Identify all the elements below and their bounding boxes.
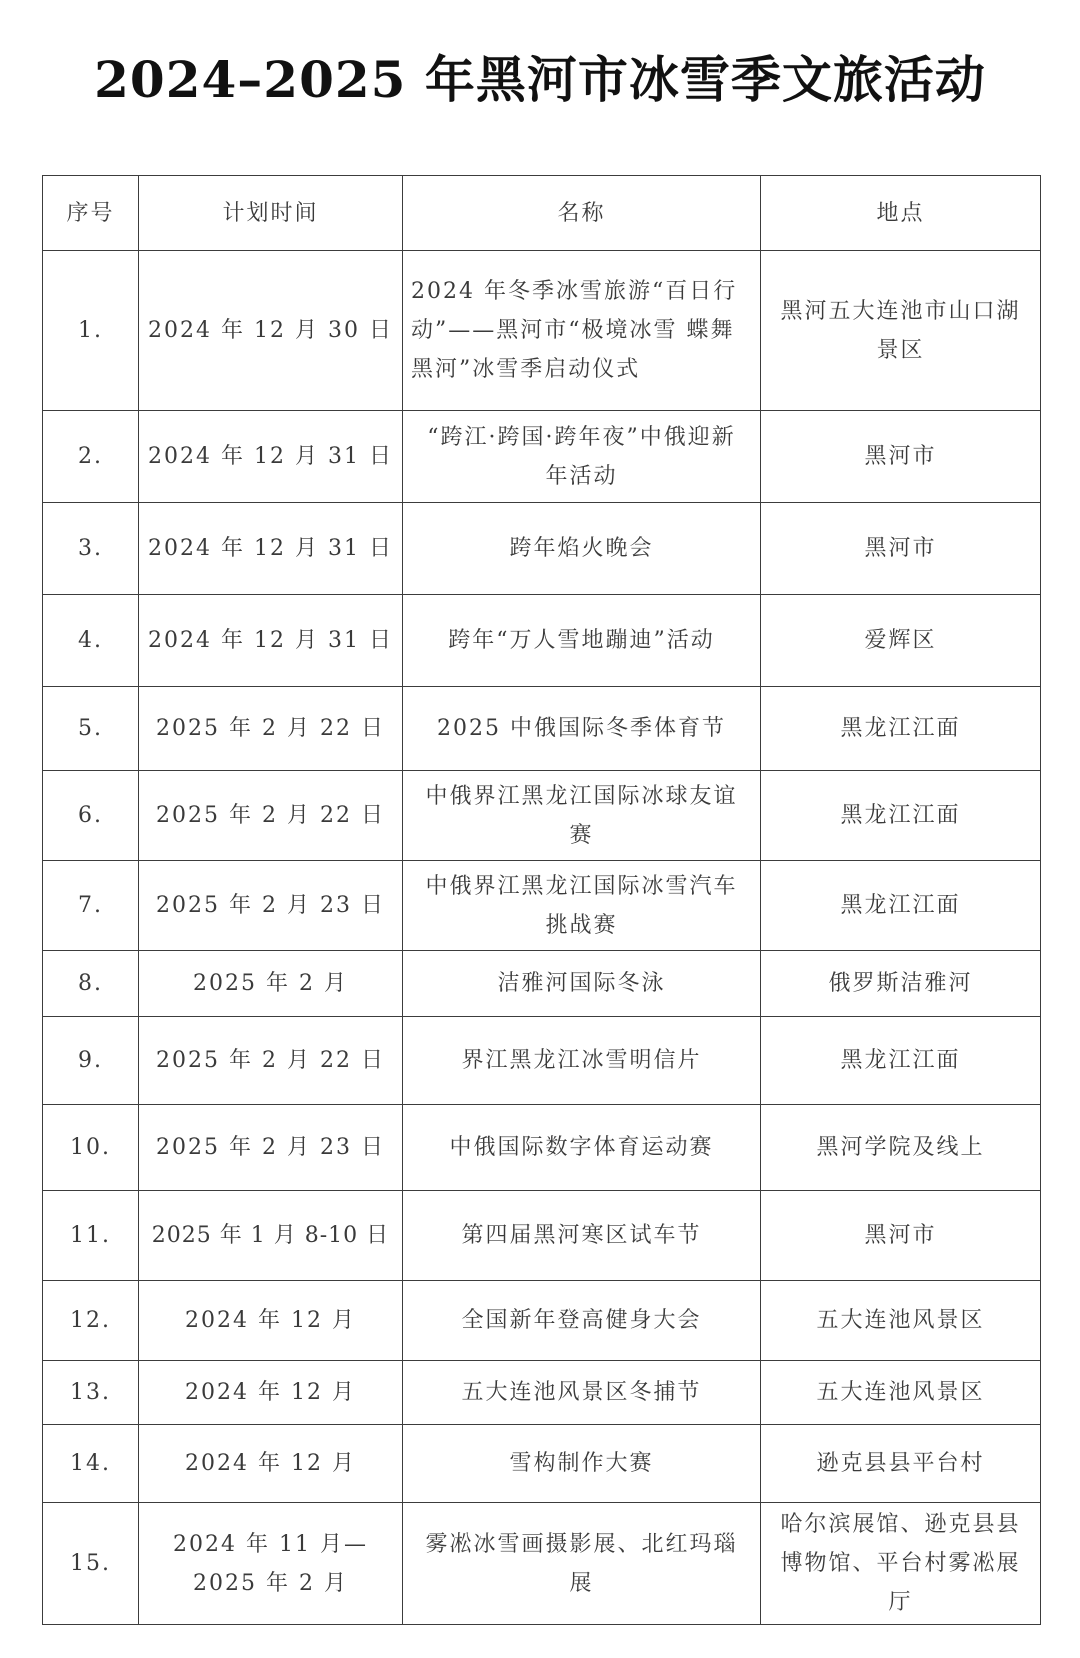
cell-name: 2024 年冬季冰雪旅游“百日行动”——黑河市“极境冰雪 蝶舞黑河”冰雪季启动仪式 (403, 251, 761, 411)
cell-location: 五大连池风景区 (761, 1361, 1041, 1425)
cell-index: 1. (43, 251, 139, 411)
cell-location: 黑龙江江面 (761, 861, 1041, 951)
table-row (43, 1281, 1041, 1361)
cell-location: 哈尔滨展馆、逊克县县博物馆、平台村雾凇展厅 (761, 1503, 1041, 1625)
cell-index: 3. (43, 503, 139, 595)
cell-time: 2024 年 12 月 31 日 (139, 595, 403, 687)
cell-time: 2024 年 12 月 31 日 (139, 503, 403, 595)
table-row (43, 951, 1041, 1017)
cell-location: 黑河市 (761, 411, 1041, 503)
cell-time: 2024 年 12 月 (139, 1281, 403, 1361)
cell-index: 8. (43, 951, 139, 1017)
cell-index: 15. (43, 1503, 139, 1625)
cell-location: 黑龙江江面 (761, 771, 1041, 861)
cell-time: 2025 年 2 月 23 日 (139, 1105, 403, 1191)
table-row (43, 771, 1041, 861)
cell-location: 五大连池风景区 (761, 1281, 1041, 1361)
header-name: 名称 (403, 176, 761, 251)
cell-name: 跨年焰火晚会 (403, 503, 761, 595)
cell-name: 2025 中俄国际冬季体育节 (403, 687, 761, 771)
cell-time: 2025 年 1 月 8-10 日 (139, 1191, 403, 1281)
cell-index: 14. (43, 1425, 139, 1503)
table-row (43, 1105, 1041, 1191)
cell-name: 界江黑龙江冰雪明信片 (403, 1017, 761, 1105)
cell-name: 雪构制作大赛 (403, 1425, 761, 1503)
page-title: 2024–2025 年黑河市冰雪季文旅活动 (94, 50, 986, 109)
table-row (43, 411, 1041, 503)
cell-time: 2025 年 2 月 (139, 951, 403, 1017)
cell-time: 2025 年 2 月 23 日 (139, 861, 403, 951)
table-row (43, 1503, 1041, 1625)
cell-location: 黑河市 (761, 1191, 1041, 1281)
cell-name: 洁雅河国际冬泳 (403, 951, 761, 1017)
cell-location: 爱辉区 (761, 595, 1041, 687)
cell-time: 2024 年 12 月 30 日 (139, 251, 403, 411)
table-row (43, 251, 1041, 411)
cell-index: 12. (43, 1281, 139, 1361)
cell-time: 2024 年 11 月—2025 年 2 月 (139, 1503, 403, 1625)
header-location: 地点 (761, 176, 1041, 251)
cell-time: 2024 年 12 月 (139, 1361, 403, 1425)
cell-location: 黑河市 (761, 503, 1041, 595)
table-row (43, 1425, 1041, 1503)
table-row (43, 687, 1041, 771)
cell-name: 五大连池风景区冬捕节 (403, 1361, 761, 1425)
cell-time: 2024 年 12 月 31 日 (139, 411, 403, 503)
header-index: 序号 (43, 176, 139, 251)
cell-index: 11. (43, 1191, 139, 1281)
cell-name: 跨年“万人雪地蹦迪”活动 (403, 595, 761, 687)
table-row (43, 1191, 1041, 1281)
cell-name: 中俄国际数字体育运动赛 (403, 1105, 761, 1191)
header-time: 计划时间 (139, 176, 403, 251)
cell-index: 5. (43, 687, 139, 771)
cell-location: 黑河五大连池市山口湖景区 (761, 251, 1041, 411)
cell-index: 7. (43, 861, 139, 951)
table-header-row (43, 176, 1041, 251)
cell-index: 2. (43, 411, 139, 503)
cell-name: 全国新年登高健身大会 (403, 1281, 761, 1361)
cell-time: 2025 年 2 月 22 日 (139, 1017, 403, 1105)
cell-time: 2025 年 2 月 22 日 (139, 771, 403, 861)
cell-location: 俄罗斯洁雅河 (761, 951, 1041, 1017)
cell-name: “跨江·跨国·跨年夜”中俄迎新年活动 (403, 411, 761, 503)
cell-name: 中俄界江黑龙江国际冰球友谊赛 (403, 771, 761, 861)
cell-name: 中俄界江黑龙江国际冰雪汽车挑战赛 (403, 861, 761, 951)
table-row (43, 1017, 1041, 1105)
table-row (43, 1361, 1041, 1425)
cell-index: 4. (43, 595, 139, 687)
cell-name: 第四届黑河寒区试车节 (403, 1191, 761, 1281)
table-row (43, 595, 1041, 687)
cell-location: 逊克县县平台村 (761, 1425, 1041, 1503)
cell-location: 黑河学院及线上 (761, 1105, 1041, 1191)
cell-name: 雾凇冰雪画摄影展、北红玛瑙展 (403, 1503, 761, 1625)
table-row (43, 503, 1041, 595)
cell-index: 10. (43, 1105, 139, 1191)
table-row (43, 861, 1041, 951)
cell-time: 2024 年 12 月 (139, 1425, 403, 1503)
cell-location: 黑龙江江面 (761, 1017, 1041, 1105)
events-table (42, 175, 1041, 1625)
cell-time: 2025 年 2 月 22 日 (139, 687, 403, 771)
cell-location: 黑龙江江面 (761, 687, 1041, 771)
cell-index: 9. (43, 1017, 139, 1105)
cell-index: 13. (43, 1361, 139, 1425)
cell-index: 6. (43, 771, 139, 861)
